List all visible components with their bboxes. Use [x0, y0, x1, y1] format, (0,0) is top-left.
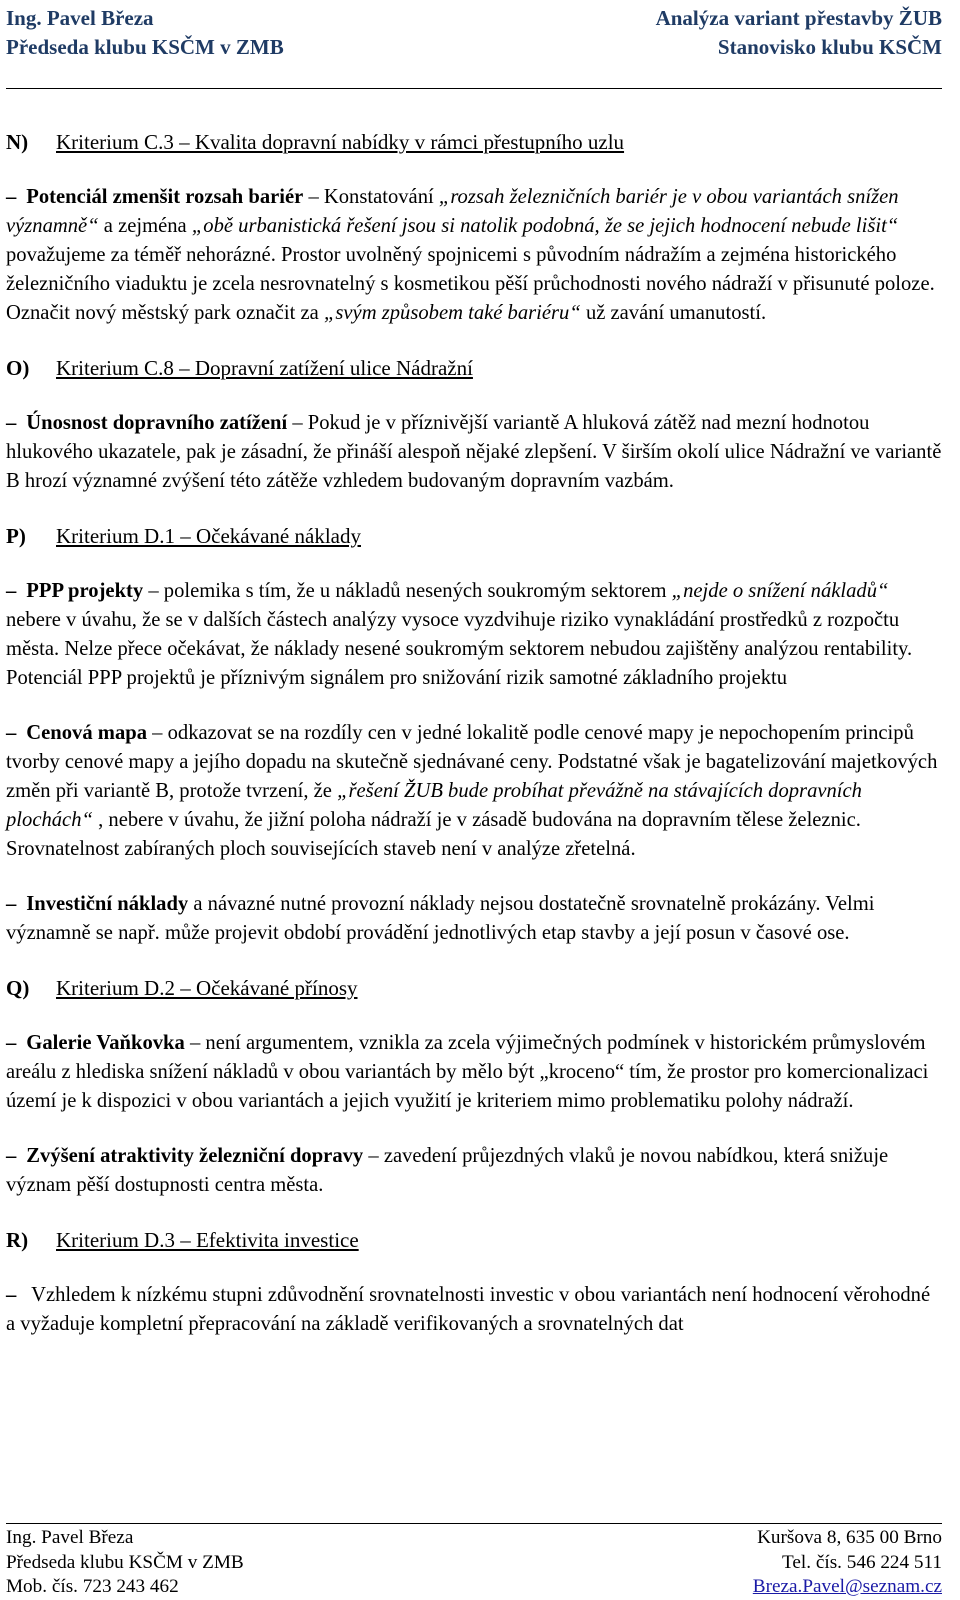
item-text: Označit nový městský park označit za — [6, 302, 324, 324]
item-lead: Cenová mapa — [26, 722, 148, 744]
item-text: – zavedení průjezdných vlaků je novou nabídkou, která snižuje význam pěší dostupnosti centra města. — [6, 1145, 889, 1196]
footer-phone: Tel. čís. 546 224 511 — [782, 1551, 942, 1573]
section-heading-n — [6, 128, 942, 157]
footer-left — [6, 1526, 244, 1600]
section-letter: O) — [6, 356, 30, 380]
bullet-item — [6, 1029, 942, 1116]
dash-bullet: – — [6, 1145, 17, 1167]
footer-name: Ing. Pavel Březa — [6, 1527, 134, 1548]
section-letter: P) — [6, 524, 26, 548]
dash-bullet: – — [6, 186, 17, 208]
dash-bullet: – — [6, 580, 17, 602]
item-lead: Zvýšení atraktivity železniční dopravy — [26, 1145, 364, 1167]
item-quote: „svým způsobem také bariéru“ — [323, 302, 581, 324]
item-text: – polemika s tím, že u nákladů nesených soukromým sektorem — [143, 580, 672, 602]
bullet-item — [6, 577, 942, 693]
header-left — [6, 4, 284, 62]
item-text: – Konstatování — [303, 186, 439, 208]
bullet-item — [6, 1281, 942, 1339]
item-text: a návazné nutné provozní náklady nejsou dostatečně srovnatelně prokázány. Velmi významně se např. může projevit období provádění jednotlivých etap stavby a její posun v časové ose. — [6, 893, 875, 944]
section-heading-q — [6, 974, 942, 1003]
item-text: už zavání umanutostí. — [580, 302, 767, 324]
header-divider — [6, 88, 942, 89]
section-letter: R) — [6, 1228, 29, 1252]
section-title: Kriterium D.3 – Efektivita investice — [56, 1228, 359, 1252]
footer-divider — [6, 1523, 942, 1524]
item-lead: PPP projekty — [26, 580, 144, 602]
section-title: Kriterium C.8 – Dopravní zatížení ulice Nádražní — [56, 356, 473, 380]
item-text: a zejména — [98, 215, 192, 237]
item-quote: „nejde o snížení nákladů“ — [671, 580, 889, 602]
bullet-item — [6, 409, 942, 496]
item-text: – Pokud je v příznivější variantě A hluková zátěž nad mezní hodnotou hlukového ukazatele, pak je zásadní, že přináší alespoň nějaké zlepšení. V širším okolí ulice Nádražní ve variantě B hrozí významné zvýšení této zátěže vzhledem budovaným dopravním vazbám. — [6, 412, 942, 492]
section-title: Kriterium D.2 – Očekávané přínosy — [56, 976, 358, 1000]
item-quote: „obě urbanistická řešení jsou si natolik podobná, že se jejich hodnocení nebude lišit“ — [191, 215, 899, 237]
footer-email-link[interactable]: Breza.Pavel@seznam.cz — [752, 1576, 942, 1597]
footer-right — [753, 1526, 942, 1600]
dash-bullet: – — [6, 412, 17, 434]
footer-role: Předseda klubu KSČM v ZMB — [6, 1551, 244, 1573]
section-letter: Q) — [6, 976, 30, 1000]
header-doc-title: Analýza variant přestavby ŽUB — [655, 6, 942, 30]
section-letter: N) — [6, 130, 29, 154]
item-text: považujeme za téměř nehorázné. — [6, 244, 276, 266]
item-quote: „řešení ŽUB bude probíhat převážně na stávajících dopravních plochách“ — [6, 780, 862, 831]
item-lead: Galerie Vaňkovka — [26, 1032, 185, 1054]
header-role: Předseda klubu KSČM v ZMB — [6, 35, 284, 59]
bullet-item — [6, 1142, 942, 1200]
section-heading-o — [6, 354, 942, 383]
item-lead: Potenciál zmenšit rozsah bariér — [26, 186, 304, 208]
item-quote: „rozsah železničních bariér je v obou variantách snížen významně“ — [6, 186, 899, 237]
dash-bullet: – — [6, 1032, 17, 1054]
document-body — [6, 128, 942, 1365]
section-heading-p — [6, 522, 942, 551]
section-heading-r — [6, 1226, 942, 1255]
item-text: Prostor uvolněný spojnicemi s původním nádražím a zejména historického železničního viaduktu je zcela nesrovnatelný s kosmetikou pěší průchodnosti nového nádraží v přisunuté poloze. — [6, 244, 935, 295]
header-doc-subtitle: Stanovisko klubu KSČM — [717, 35, 942, 59]
footer-mobile: Mob. čís. 723 243 462 — [6, 1576, 179, 1597]
section-title: Kriterium C.3 – Kvalita dopravní nabídky v rámci přestupního uzlu — [56, 130, 625, 154]
bullet-item — [6, 890, 942, 948]
item-text: nebere v úvahu, že se v dalších částech analýzy vysoce vyzdvihuje riziko vynakládání prostředků z rozpočtu města. Nelze přece očekávat, že náklady nesené soukromým sektorem nebudou zajištěny analýzou rentability. Potenciál PPP projektů je příznivým signálem pro snižování rizik samotné základního projektu — [6, 609, 913, 689]
item-text: , nebere v úvahu, že jižní poloha nádraží je v zásadě budována na dopravním tělese železnic. Srovnatelnost zabíraných ploch souvisejících staveb není v analýze zřetelná. — [6, 809, 861, 860]
dash-bullet: – — [6, 722, 17, 744]
item-lead: Únosnost dopravního zatížení — [26, 412, 288, 434]
item-lead: Investiční náklady — [26, 893, 189, 915]
header-author: Ing. Pavel Březa — [6, 6, 154, 30]
dash-bullet: – — [6, 893, 17, 915]
item-text: – odkazovat se na rozdíly cen v jedné lokalitě podle cenové mapy je nepochopením principů tvorby cenové mapy a jejího dopadu na skutečně sjednávané ceny. Podstatné však je bagatelizování majetkových změn při variantě B, protože tvrzení, že — [6, 722, 938, 802]
header-right — [656, 4, 942, 62]
bullet-item — [6, 183, 942, 328]
dash-bullet: – — [6, 1284, 17, 1306]
page-header — [6, 4, 942, 86]
bullet-item — [6, 719, 942, 864]
section-title: Kriterium D.1 – Očekávané náklady — [56, 524, 361, 548]
footer-address: Kuršova 8, 635 00 Brno — [757, 1527, 942, 1548]
item-text: Vzhledem k nízkému stupni zdůvodnění srovnatelnosti investic v obou variantách není hodnocení věrohodné a vyžaduje kompletní přepracování na základě verifikovaných a srovnatelných dat — [6, 1284, 931, 1335]
item-text: – není argumentem, vznikla za zcela výjimečných podmínek v historickém průmyslovém areálu z hlediska snížení nákladů v obou variantách by mělo být „kroceno“ tím, že prostor pro komercionalizaci území je k dispozici v obou variantách a jejich využití je kriteriem mimo problematiku polohy nádraží. — [6, 1032, 929, 1112]
